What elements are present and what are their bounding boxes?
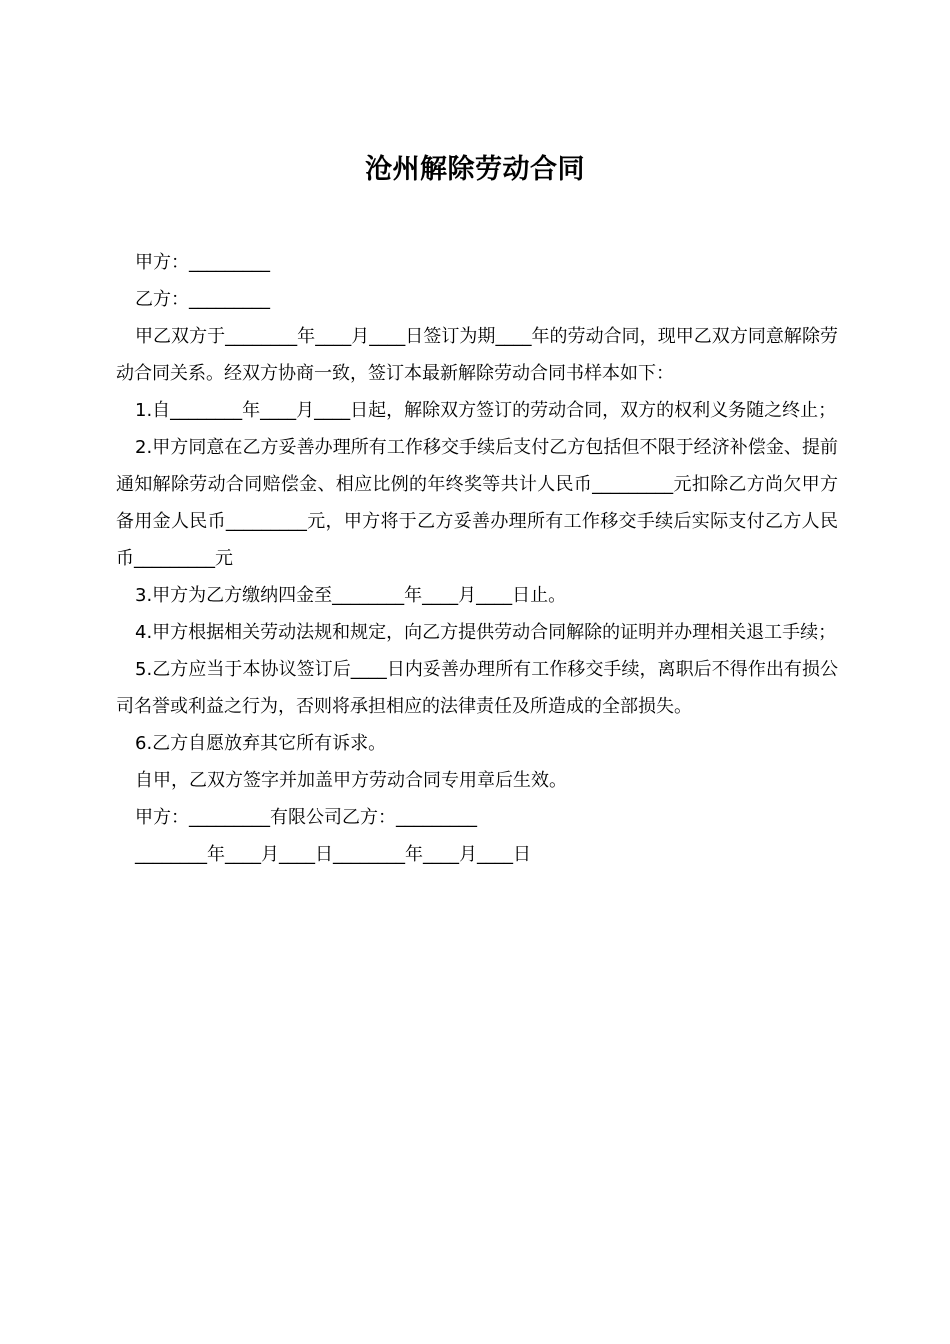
document-title: 沧州解除劳动合同 [365, 154, 585, 186]
clause-2: 2.甲方同意在乙方妥善办理所有工作移交手续后支付乙方包括但不限于经济补偿金、提前通知解除劳动合同赔偿金、相应比例的年终奖等共计人民币_________元扣除乙方尚欠甲方备用金人民币_________元，甲方将于乙方妥善办理所有工作移交手续后实际支付乙方人民币_________元 [116, 437, 838, 569]
date-line: ________年____月____日________年____月____日 [135, 844, 531, 865]
clause-5: 5.乙方应当于本协议签订后____日内妥善办理所有工作移交手续，离职后不得作出有损公司名誉或利益之行为，否则将承担相应的法律责任及所造成的全部损失。 [116, 659, 838, 717]
party-a-line: 甲方：_________ [135, 252, 270, 273]
clause-3: 3.甲方为乙方缴纳四金至________年____月____日止。 [135, 585, 567, 606]
clause-6: 6.乙方自愿放弃其它所有诉求。 [135, 733, 387, 754]
party-b-line: 乙方：_________ [135, 289, 270, 310]
document-body [116, 244, 838, 873]
signature-line: 甲方：_________有限公司乙方：_________ [135, 807, 477, 828]
effective-clause: 自甲，乙双方签字并加盖甲方劳动合同专用章后生效。 [135, 770, 567, 791]
clause-4: 4.甲方根据相关劳动法规和规定，向乙方提供劳动合同解除的证明并办理相关退工手续； [135, 622, 837, 643]
intro-paragraph: 甲乙双方于________年____月____日签订为期____年的劳动合同，现甲乙双方同意解除劳动合同关系。经双方协商一致，签订本最新解除劳动合同书样本如下： [116, 326, 838, 384]
clause-1: 1.自________年____月____日起，解除双方签订的劳动合同，双方的权利义务随之终止； [135, 400, 837, 421]
